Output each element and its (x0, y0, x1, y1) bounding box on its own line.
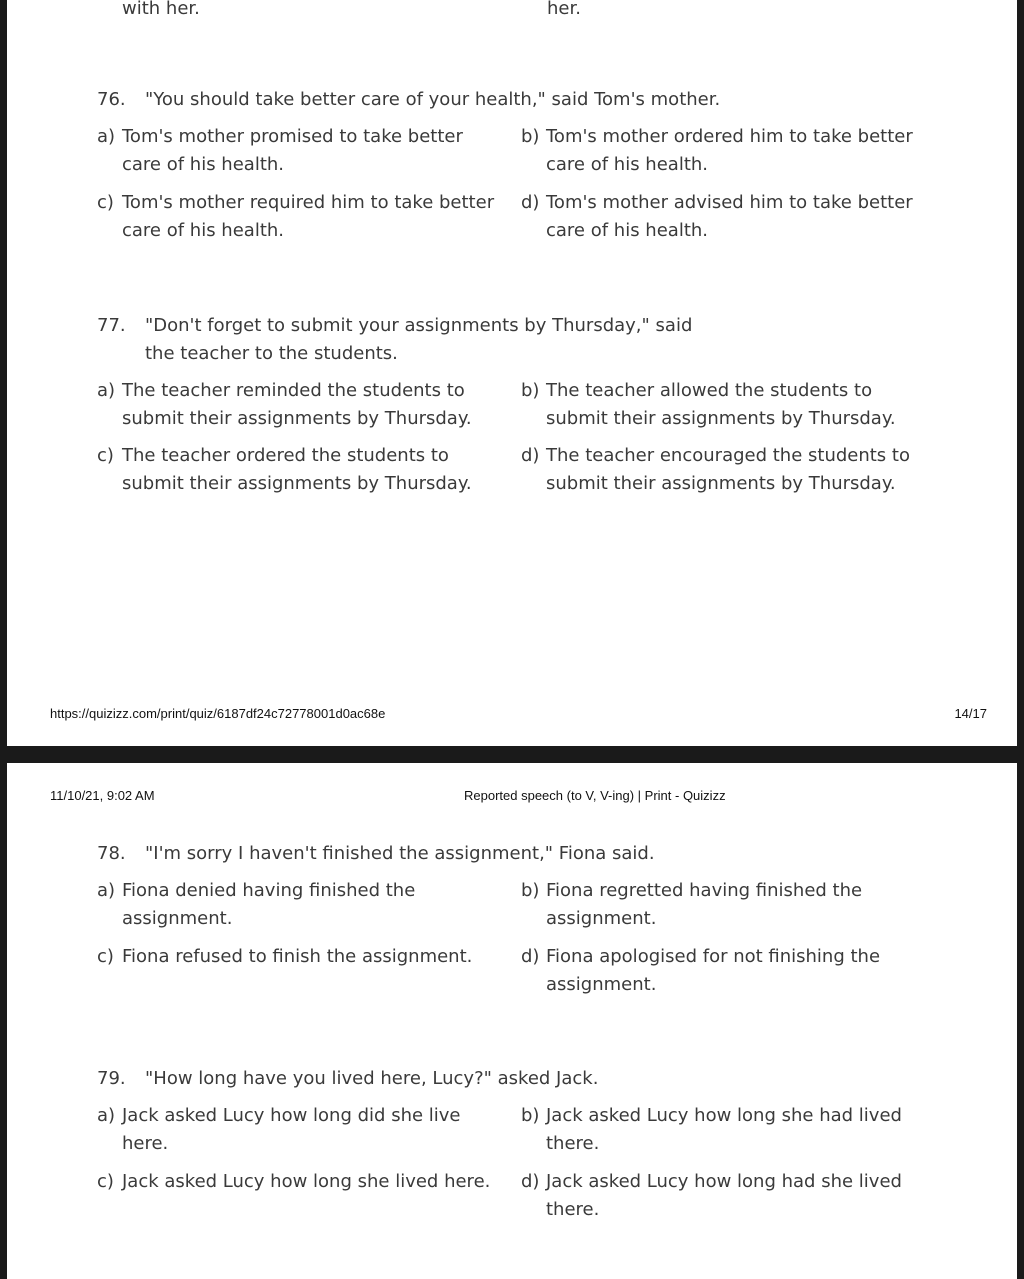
question-text: "How long have you lived here, Lucy?" asked Jack. (145, 1068, 599, 1089)
option-letter: c) (97, 946, 114, 967)
option-letter: d) (521, 192, 540, 213)
question-text: "I'm sorry I haven't finished the assignment," Fiona said. (145, 843, 655, 864)
question-number: 79. (97, 1068, 126, 1089)
option-text: The teacher ordered the students to submit their assignments by Thursday. (122, 445, 472, 494)
page-number: 14/17 (954, 706, 987, 721)
option-text: The teacher allowed the students to submit their assignments by Thursday. (546, 380, 896, 429)
question-number: 76. (97, 89, 126, 110)
option-text: Tom's mother advised him to take better care of his health. (546, 192, 913, 241)
question-number: 78. (97, 843, 126, 864)
fragment-left: with her. (122, 0, 200, 19)
question-number: 77. (97, 315, 126, 336)
option-letter: d) (521, 946, 540, 967)
footer-url[interactable]: https://quizizz.com/print/quiz/6187df24c72778001d0ac68e (50, 706, 386, 721)
option-letter: b) (521, 880, 540, 901)
option-letter: a) (97, 380, 116, 401)
option-text: Tom's mother promised to take better care of his health. (122, 126, 463, 175)
option-text: Fiona denied having finished the assignment. (122, 880, 416, 929)
page-bottom (7, 763, 1017, 1279)
option-text: Jack asked Lucy how long did she live here. (122, 1105, 461, 1154)
fragment-right: her. (547, 0, 581, 19)
option-letter: b) (521, 126, 540, 147)
option-letter: d) (521, 1171, 540, 1192)
option-letter: a) (97, 1105, 116, 1126)
header-title: Reported speech (to V, V-ing) | Print - Quizizz (464, 788, 726, 803)
option-text: The teacher reminded the students to submit their assignments by Thursday. (122, 380, 472, 429)
question-text: "You should take better care of your health," said Tom's mother. (145, 89, 721, 110)
option-text: Tom's mother required him to take better care of his health. (122, 192, 495, 241)
option-text: The teacher encouraged the students to submit their assignments by Thursday. (546, 445, 910, 494)
header-datetime: 11/10/21, 9:02 AM (50, 788, 155, 803)
option-text: Tom's mother ordered him to take better care of his health. (546, 126, 913, 175)
option-text: Fiona refused to finish the assignment. (122, 946, 473, 967)
option-letter: b) (521, 380, 540, 401)
question-text: "Don't forget to submit your assignments by Thursday," said the teacher to the students. (145, 315, 693, 364)
option-text: Fiona apologised for not finishing the assignment. (546, 946, 881, 995)
option-letter: c) (97, 1171, 114, 1192)
page-top (7, 0, 1017, 746)
option-text: Fiona regretted having finished the assignment. (546, 880, 863, 929)
option-text: Jack asked Lucy how long she had lived there. (546, 1105, 902, 1154)
option-letter: a) (97, 880, 116, 901)
option-letter: b) (521, 1105, 540, 1126)
option-letter: a) (97, 126, 116, 147)
option-text: Jack asked Lucy how long she lived here. (122, 1171, 491, 1192)
option-letter: c) (97, 192, 114, 213)
option-text: Jack asked Lucy how long had she lived there. (546, 1171, 902, 1220)
option-letter: c) (97, 445, 114, 466)
option-letter: d) (521, 445, 540, 466)
